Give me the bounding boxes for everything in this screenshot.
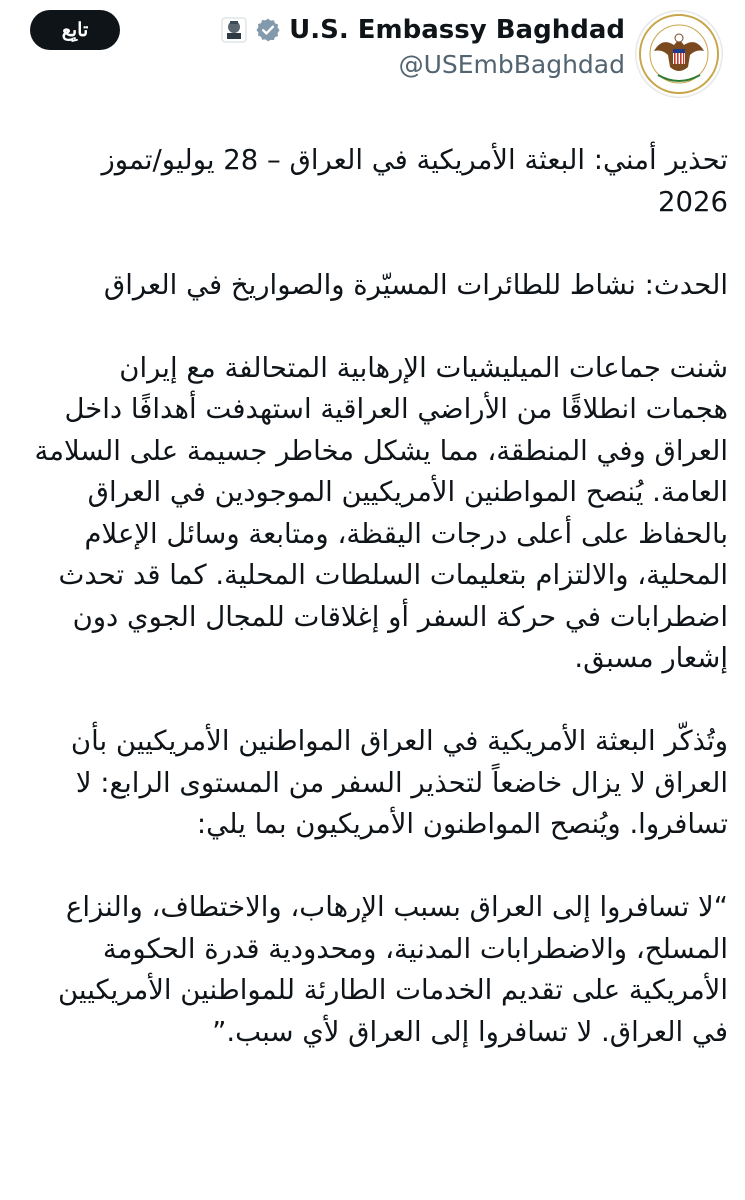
tweet-quote: “لا تسافروا إلى العراق بسبب الإرهاب، والاختطاف، والنزاع المسلح، والاضطرابات المدنية، ومحدودية قدرة الحكومة الأمريكية على تقديم الخدمات الطارئة للمواطنين الأمريكيين في العراق. لا تسافروا إلى العراق لأي سبب.”: [57, 891, 728, 1048]
tweet-paragraph: شنت جماعات الميليشيات الإرهابية المتحالفة مع إيران هجمات انطلاقًا من الأراضي العراقية استهدفت أهدافًا داخل العراق وفي المنطقة، مما يشكل مخاطر جسيمة على السلامة العامة. يُنصح المواطنين الأمريكيين الموجودين في العراق بالحفاظ على أعلى درجات اليقظة، ومتابعة وسائل الإعلام المحلية، والالتزام بتعليمات السلطات المحلية. كما قد تحدث اضطرابات في حركة السفر أو إغلاقات للمجال الجوي دون إشعار مسبق.: [34, 351, 728, 674]
account-display-name[interactable]: U.S. Embassy Baghdad: [289, 15, 625, 45]
tweet-title: تحذير أمني: البعثة الأمريكية في العراق – 28 يوليو/تموز 2026: [101, 144, 728, 218]
embassy-seal-icon: [636, 11, 722, 97]
follow-button[interactable]: تابِع: [30, 10, 120, 50]
tweet-header: [0, 0, 745, 110]
tweet-paragraph: وتُذكّر البعثة الأمريكية في العراق المواطنين الأمريكيين بأن العراق لا يزال خاضعاً لتحذير السفر من المستوى الرابع: لا تسافروا. ويُنصح المواطنون الأمريكيون بما يلي:: [70, 725, 728, 840]
flag-badge-icon: [221, 17, 247, 43]
account-handle[interactable]: @USEmbBaghdad: [398, 50, 625, 79]
account-name-line[interactable]: [221, 12, 625, 48]
tweet-text: [30, 140, 728, 1053]
verified-badge-icon: [255, 17, 281, 43]
tweet-event: الحدث: نشاط للطائرات المسيّرة والصواريخ في العراق: [103, 268, 728, 301]
avatar[interactable]: [635, 10, 723, 98]
